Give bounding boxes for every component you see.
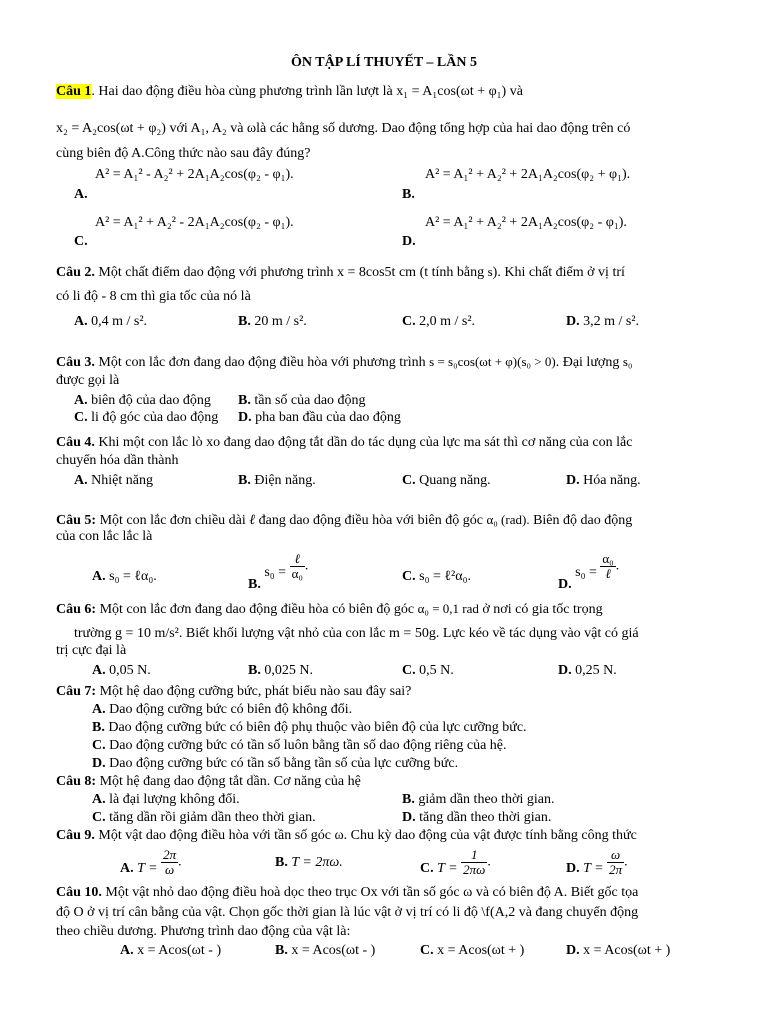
q6-option-a[interactable]: [92, 662, 151, 680]
q5-line-2: của con lắc lắc là: [56, 529, 153, 544]
q1-amp: A.: [131, 146, 145, 161]
q7-option-a-text: Dao động cưỡng bức có biên độ không đổi.: [109, 702, 353, 717]
q4-option-a-text: Nhiệt năng: [91, 473, 153, 488]
q9-option-d-num: ω: [607, 848, 624, 863]
q3-option-b-text: tần số của dao động: [254, 393, 366, 408]
q6-text-5: Lực kéo về tác dụng vào vật có giá: [442, 626, 639, 641]
q9-option-b-formula: T = 2πω.: [291, 855, 343, 870]
q1-option-b-formula: A² = A₁² + A₂² + 2A₁A₂cos(φ₂ + φ₁).: [425, 167, 631, 182]
q8-option-a-label: A.: [92, 792, 106, 807]
q10-line-2: độ O ở vị trí cân bằng của vật. Chọn gốc thời gian là lúc vật ở vị trí có li độ \f(A,2 và đang chuyển động: [56, 905, 639, 920]
q1-option-a-formula: A² = A₁² - A₂² + 2A₁A₂cos(φ₂ - φ₁).: [95, 167, 294, 182]
q5-option-b[interactable]: [248, 551, 309, 592]
q2-text-4: có li độ: [56, 289, 98, 304]
q9-option-d-label: D.: [566, 860, 580, 876]
q7-option-c-text: Dao động cưỡng bức có tần số luôn bằng tần số dao động riêng của hệ.: [109, 738, 507, 753]
q10-option-a-text: x = Acos(ωt - ): [137, 943, 222, 958]
q3-label: Câu 3.: [56, 355, 95, 370]
q10-option-b-label: B.: [275, 943, 288, 958]
q9-label: Câu 9.: [56, 828, 95, 843]
q10-option-d-text: x = Acos(ωt + ): [583, 943, 671, 958]
q1-formula-x2: x₂ = A₂cos(ωt + φ₂): [56, 121, 166, 136]
q1-with: với: [169, 121, 188, 136]
page-title: ÔN TẬP LÍ THUYẾT – LẦN 5: [291, 55, 477, 70]
q7-option-b-label: B.: [92, 720, 105, 735]
q1-text-1: . Hai dao động điều hòa cùng phương trình lần lượt là: [91, 84, 393, 99]
q9-option-d-fraction: [607, 848, 624, 877]
q5-label: Câu 5:: [56, 513, 97, 528]
q3-option-b-label: B.: [238, 393, 251, 408]
q5-option-a[interactable]: [92, 568, 157, 586]
q10-option-a[interactable]: [120, 942, 221, 960]
q5-option-b-lhs: s₀ =: [264, 564, 287, 580]
q6-line-3: trị cực đại là: [56, 643, 127, 658]
q6-option-c-label: C.: [402, 663, 416, 678]
q6-m: m = 50g.: [389, 626, 440, 641]
q6-text-3: trường: [74, 626, 112, 641]
q9-option-a-tail: .: [178, 854, 182, 870]
q4-option-a[interactable]: [74, 472, 153, 490]
q4-label: Câu 4.: [56, 435, 95, 450]
q5-option-c-label: C.: [402, 569, 416, 584]
q4-option-b[interactable]: [238, 472, 316, 490]
q9-option-a-lhs: T =: [137, 860, 158, 876]
q2-option-c-value: 2,0 m / s².: [419, 314, 476, 329]
q8-option-c[interactable]: [92, 809, 316, 827]
q5-option-d-label: D.: [558, 576, 572, 592]
q10-option-b[interactable]: [275, 942, 375, 960]
q9-option-d[interactable]: [566, 848, 628, 877]
q1-option-a-label[interactable]: A.: [74, 187, 88, 202]
q6-option-c[interactable]: [402, 662, 454, 680]
q10-label: Câu 10.: [56, 885, 102, 900]
q2-option-a-value: 0,4 m / s².: [91, 314, 148, 329]
q5-option-d-lhs: s₀ =: [575, 564, 597, 580]
q5-option-d[interactable]: [558, 551, 620, 592]
q6-text-4: . Biết khối lượng vật nhỏ của con lắc: [178, 626, 386, 641]
q7-option-a[interactable]: [92, 701, 352, 719]
q9-text: Một vật dao động điều hòa với tần số góc ω. Chu kỳ dao động của vật được tính bằng công thức: [98, 828, 637, 843]
q6-text-1: Một con lắc đơn đang dao động điều hòa có biên độ góc: [99, 602, 415, 617]
q6-option-a-value: 0,05 N.: [109, 663, 151, 678]
q9-option-a-label: A.: [120, 860, 134, 876]
q8-option-d[interactable]: [402, 809, 551, 827]
q1-option-d-formula: A² = A₁² + A₂² + 2A₁A₂cos(φ₂ - φ₁).: [425, 215, 627, 230]
q2-option-c[interactable]: [402, 313, 475, 331]
q9-option-c[interactable]: [420, 848, 491, 877]
q6-option-b-label: B.: [248, 663, 261, 678]
q6-text-2: ở nơi có gia tốc trọng: [482, 602, 603, 617]
q6-g: g = 10 m/s²: [115, 626, 179, 641]
q6-option-c-value: 0,5 N.: [419, 663, 454, 678]
q6-option-d-label: D.: [558, 663, 572, 678]
q7-label: Câu 7:: [56, 684, 97, 699]
q1-formula-x1: x₁ = A₁cos(ωt + φ₁): [396, 84, 507, 99]
q2-option-a[interactable]: [74, 313, 147, 331]
q6-label: Câu 6:: [56, 602, 97, 617]
q9-option-c-num: 1: [461, 848, 487, 863]
q4-line-2: chuyển hóa dần thành: [56, 453, 179, 468]
q2-position: - 8 cm: [101, 289, 138, 304]
q5-text-3: Biên độ dao động: [533, 513, 633, 528]
q3-option-d[interactable]: [238, 409, 401, 427]
q2-option-c-label: C.: [402, 314, 416, 329]
q3-option-c-label: C.: [74, 410, 88, 425]
q7-option-a-label: A.: [92, 702, 106, 717]
q8-option-b-label: B.: [402, 792, 415, 807]
q7-text: Một hệ dao động cưỡng bức, phát biểu nào sau đây sai?: [99, 684, 412, 699]
q3-symbol: s₀: [622, 354, 633, 369]
q8-label: Câu 8:: [56, 774, 97, 789]
q2-formula: x = 8cos5t cm: [337, 265, 417, 280]
q5-option-b-label: B.: [248, 576, 261, 592]
q9-option-c-tail: .: [487, 854, 491, 870]
q5-alpha: α₀ (rad).: [486, 512, 530, 527]
q10-line-1: [56, 884, 712, 902]
q6-option-b[interactable]: [248, 662, 313, 680]
q1-text-2: và ωlà các hằng số dương. Dao động tổng hợp của hai dao động trên có: [230, 121, 631, 136]
q2-option-d-label: D.: [566, 314, 580, 329]
q3-option-d-text: pha ban đầu của dao động: [255, 410, 401, 425]
q5-option-b-den: α₀: [291, 566, 303, 581]
q7-option-c-label: C.: [92, 738, 106, 753]
q10-option-c-text: x = Acos(ωt + ): [437, 943, 525, 958]
q10-option-c[interactable]: [420, 942, 524, 960]
q3-option-b[interactable]: [238, 392, 366, 410]
q5-option-d-tail: .: [615, 558, 620, 574]
q10-option-d-label: D.: [566, 943, 580, 958]
q1-line-1: [56, 83, 712, 101]
q6-option-b-value: 0,025 N.: [264, 663, 313, 678]
q7-option-d[interactable]: [92, 755, 458, 773]
q5-option-b-fraction: [290, 552, 305, 581]
q4-option-d-label: D.: [566, 473, 580, 488]
q9-option-c-den: 2πω: [463, 862, 486, 877]
q2-line-1: [56, 263, 712, 282]
q2-option-d-value: 3,2 m / s².: [583, 314, 640, 329]
q5-option-c-formula: s₀ = ℓ²α₀.: [419, 569, 471, 584]
q10-option-c-label: C.: [420, 943, 434, 958]
q9-option-a-den: ω: [165, 862, 175, 877]
q2-text-1: Một chất điểm dao động với phương trình: [98, 265, 334, 280]
q9-line-1: [56, 827, 712, 845]
q1-label: Câu 1: [56, 84, 92, 99]
q9-option-c-label: C.: [420, 860, 434, 876]
q4-option-d-text: Hóa năng.: [583, 473, 641, 488]
q10-text-1: Một vật nhỏ dao động điều hoà dọc theo trục Ox với tần số góc ω và có biên độ A. Biết gốc tọa: [105, 885, 639, 900]
q3-option-c-text: li độ góc của dao động: [91, 410, 219, 425]
q5-option-c[interactable]: [402, 568, 471, 586]
q4-option-d[interactable]: [566, 472, 641, 490]
q4-text-1: Khi một con lắc lò xo đang dao động tắt dần do tác dụng của lực ma sát thì cơ năng của con lắc: [98, 435, 633, 450]
q7-line-1: [56, 683, 712, 701]
q5-text-1: Một con lắc đơn chiều dài: [99, 513, 246, 528]
q9-option-b[interactable]: [275, 854, 343, 872]
q4-line-1: [56, 434, 712, 452]
q9-option-b-label: B.: [275, 855, 288, 870]
q2-text-5: thì gia tốc của nó là: [140, 289, 251, 304]
q8-option-a-text: là đại lượng không đổi.: [109, 792, 240, 807]
q6-line-2: [56, 625, 712, 643]
q7-option-b[interactable]: [92, 719, 527, 737]
q2-text-2: (t tính bằng: [419, 265, 485, 280]
q3-formula: s = s₀cos(ωt + φ)(s₀ > 0): [429, 354, 556, 369]
q9-option-a[interactable]: [120, 848, 182, 877]
q3-line-1: [56, 353, 712, 372]
q8-line-1: [56, 773, 712, 791]
q8-text: Một hệ đang dao động tắt dần. Cơ năng của hệ: [99, 774, 361, 789]
q8-option-c-label: C.: [92, 810, 106, 825]
q5-text-2: đang dao động điều hòa với biên độ góc: [258, 513, 483, 528]
q1-option-c-formula: A² = A₁² + A₂² - 2A₁A₂cos(φ₂ - φ₁).: [95, 215, 294, 230]
q9-option-a-fraction: [161, 848, 178, 877]
q2-unit: s: [487, 264, 493, 279]
q3-text-2: . Đại lượng: [555, 355, 620, 370]
q6-option-d[interactable]: [558, 662, 617, 680]
q8-option-d-text: tăng dần theo thời gian.: [419, 810, 552, 825]
q9-option-d-tail: .: [624, 854, 628, 870]
q8-option-d-label: D.: [402, 810, 416, 825]
q4-option-c-label: C.: [402, 473, 416, 488]
q4-option-b-label: B.: [238, 473, 251, 488]
q1-line-2: [56, 120, 712, 138]
q7-option-b-text: Dao động cưỡng bức có biên độ phụ thuộc vào biên độ của lực cưỡng bức.: [108, 720, 527, 735]
q3-line-2: được gọi là: [56, 373, 120, 388]
q1-option-d-label[interactable]: D.: [402, 234, 416, 249]
q6-option-d-value: 0,25 N.: [575, 663, 617, 678]
q6-line-1: [56, 600, 712, 619]
q4-option-a-label: A.: [74, 473, 88, 488]
q8-option-c-text: tăng dần rồi giảm dần theo thời gian.: [109, 810, 316, 825]
q3-option-a[interactable]: [74, 392, 211, 410]
q8-option-a[interactable]: [92, 791, 240, 809]
q2-option-b-label: B.: [238, 314, 251, 329]
q5-option-d-den: ℓ: [605, 566, 611, 581]
q9-option-d-den: 2π: [609, 862, 623, 877]
q2-option-b[interactable]: [238, 313, 307, 331]
q8-option-b[interactable]: [402, 791, 554, 809]
q10-option-a-label: A.: [120, 943, 134, 958]
q2-line-2: [56, 288, 712, 306]
q3-option-a-label: A.: [74, 393, 88, 408]
q5-option-a-formula: s₀ = ℓα₀.: [109, 569, 157, 584]
q5-option-d-fraction: [600, 552, 615, 581]
q4-option-c-text: Quang năng.: [419, 473, 491, 488]
q7-option-d-text: Dao động cưỡng bức có tần số bằng tần số của lực cưỡng bức.: [109, 756, 459, 771]
q1-and: và: [509, 84, 523, 99]
q2-text-3: ). Khi chất điểm ở vị trí: [492, 265, 625, 280]
q9-option-d-lhs: T =: [583, 860, 604, 876]
q9-option-c-fraction: [461, 848, 487, 877]
q1-amps: A₁, A₂: [190, 121, 227, 136]
q5-option-b-num: ℓ: [290, 552, 305, 567]
q2-option-a-label: A.: [74, 314, 88, 329]
q3-option-a-text: biên độ của dao động: [91, 393, 211, 408]
q2-option-b-value: 20 m / s².: [254, 314, 307, 329]
q5-option-a-label: A.: [92, 569, 106, 584]
q1-text-3: cùng biên độ: [56, 146, 129, 161]
q6-option-a-label: A.: [92, 663, 106, 678]
q1-line-3: [56, 145, 712, 163]
q1-option-c-label[interactable]: C.: [74, 234, 88, 249]
q3-option-d-label: D.: [238, 410, 252, 425]
q4-option-c[interactable]: [402, 472, 491, 490]
q4-option-b-text: Điện năng.: [254, 473, 316, 488]
q9-option-a-num: 2π: [163, 847, 177, 862]
q10-line-3: theo chiều dương. Phương trình dao động của vật là:: [56, 924, 351, 939]
q5-ell: ℓ: [249, 513, 256, 528]
q3-option-c[interactable]: [74, 409, 218, 427]
q5-option-b-tail: .: [304, 558, 309, 574]
q8-option-b-text: giảm dần theo thời gian.: [418, 792, 555, 807]
q1-option-b-label[interactable]: B.: [402, 187, 415, 202]
q7-option-c[interactable]: [92, 737, 507, 755]
q9-option-c-lhs: T =: [437, 860, 458, 876]
q3-text-1: Một con lắc đơn đang dao động điều hòa với phương trình: [98, 355, 426, 370]
q10-option-d[interactable]: [566, 942, 670, 960]
q1-text-4: Công thức nào sau đây đúng?: [144, 146, 311, 161]
q5-option-d-num: α₀: [602, 551, 614, 566]
q2-label: Câu 2.: [56, 265, 95, 280]
q6-alpha: α₀ = 0,1 rad: [417, 601, 479, 616]
q10-option-b-text: x = Acos(ωt - ): [291, 943, 376, 958]
q7-option-d-label: D.: [92, 756, 106, 771]
q2-option-d[interactable]: [566, 313, 639, 331]
